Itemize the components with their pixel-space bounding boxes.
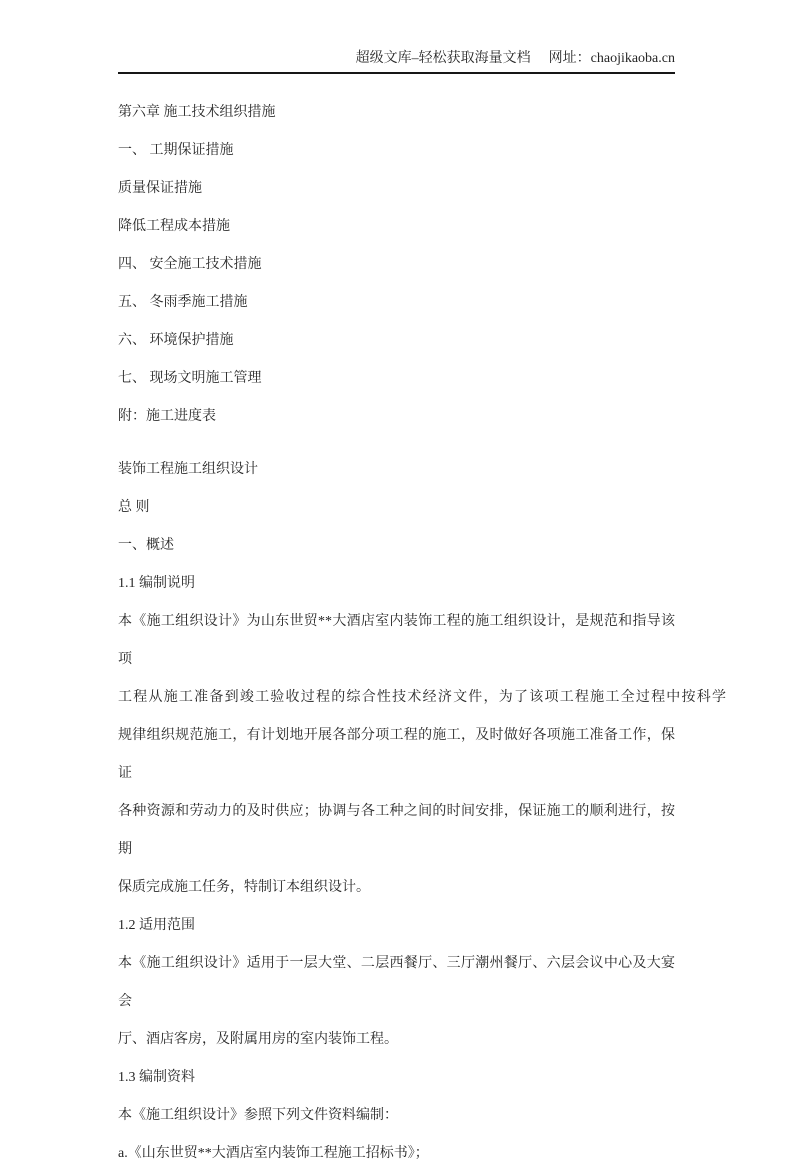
document-line: 1.2 适用范围 xyxy=(118,918,195,933)
document-line: a.《山东世贸**大酒店室内装饰工程施工招标书》； xyxy=(118,1146,429,1161)
document-line: 装饰工程施工组织设计 xyxy=(118,462,258,477)
document-line: 一、 工期保证措施 xyxy=(118,143,234,158)
document-line: 质量保证措施 xyxy=(118,181,202,196)
header-url-label: 网址：chaojikaoba.cn xyxy=(548,51,675,66)
document-line: 四、 安全施工技术措施 xyxy=(118,257,262,272)
document-line: 各种资源和劳动力的及时供应；协调与各工种之间的时间安排，保证施工的顺利进行，按期 xyxy=(118,804,675,857)
page-header xyxy=(118,50,675,74)
document-line: 降低工程成本措施 xyxy=(118,219,230,234)
document-body xyxy=(118,94,726,1173)
document-line: 1.3 编制资料 xyxy=(118,1070,195,1085)
document-line: 五、 冬雨季施工措施 xyxy=(118,295,248,310)
paragraph-spacer xyxy=(118,436,675,451)
document-line: 保质完成施工任务，特制订本组织设计。 xyxy=(118,880,370,895)
document-line: 一、概述 xyxy=(118,538,174,553)
document-line: 七、 现场文明施工管理 xyxy=(118,371,262,386)
document-line: 1.1 编制说明 xyxy=(118,576,195,591)
document-line: 六、 环境保护措施 xyxy=(118,333,234,348)
document-line: 本《施工组织设计》为山东世贸**大酒店室内装饰工程的施工组织设计，是规范和指导该项 xyxy=(118,614,675,667)
header-site-label: 超级文库–轻松获取海量文档 xyxy=(355,51,531,66)
document-line: 本《施工组织设计》参照下列文件资料编制： xyxy=(118,1108,398,1123)
document-line: 本《施工组织设计》适用于一层大堂、二层西餐厅、三厅潮州餐厅、六层会议中心及大宴会 xyxy=(118,956,675,1009)
document-line: 附：施工进度表 xyxy=(118,409,216,424)
document-line: 厅、酒店客房，及附属用房的室内装饰工程。 xyxy=(118,1032,398,1047)
document-line: 第六章 施工技术组织措施 xyxy=(118,105,276,120)
document-line: 工程从施工准备到竣工验收过程的综合性技术经济文件，为了该项工程施工全过程中按科学 xyxy=(118,690,726,705)
document-line: 规律组织规范施工，有计划地开展各部分项工程的施工，及时做好各项施工准备工作，保证 xyxy=(118,728,675,781)
document-line: 总 则 xyxy=(118,500,150,515)
